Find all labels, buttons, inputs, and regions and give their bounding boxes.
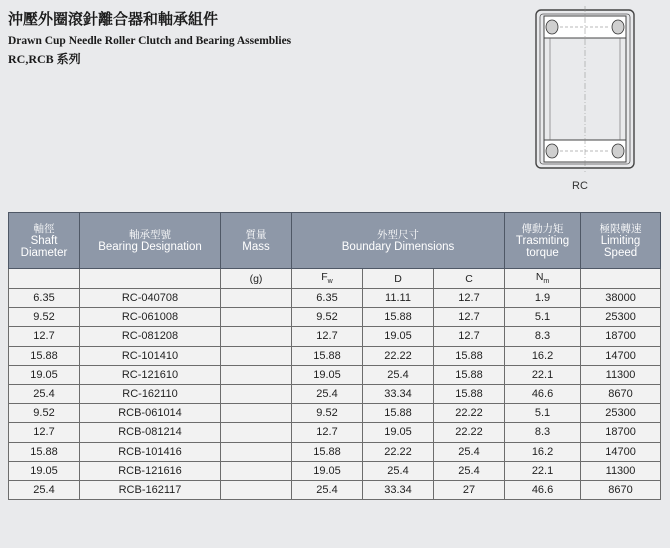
cell-shaft: 9.52 bbox=[9, 308, 80, 327]
cell-torque: 8.3 bbox=[505, 423, 581, 442]
cell-d: 11.11 bbox=[363, 289, 434, 308]
cell-speed: 14700 bbox=[581, 346, 661, 365]
cell-shaft: 15.88 bbox=[9, 346, 80, 365]
cell-d: 33.34 bbox=[363, 480, 434, 499]
cell-speed: 18700 bbox=[581, 327, 661, 346]
cell-fw: 25.4 bbox=[292, 384, 363, 403]
cell-designation: RCB-121616 bbox=[80, 461, 221, 480]
cell-fw: 12.7 bbox=[292, 327, 363, 346]
cell-designation: RC-040708 bbox=[80, 289, 221, 308]
cell-shaft: 19.05 bbox=[9, 365, 80, 384]
cell-d: 25.4 bbox=[363, 461, 434, 480]
header-transmitting-torque: 傳動力矩 Trasmiting torque bbox=[505, 213, 581, 269]
cell-fw: 9.52 bbox=[292, 308, 363, 327]
cell-designation: RC-101410 bbox=[80, 346, 221, 365]
cell-speed: 38000 bbox=[581, 289, 661, 308]
cell-d: 15.88 bbox=[363, 308, 434, 327]
cell-torque: 46.6 bbox=[505, 384, 581, 403]
table-row bbox=[9, 365, 661, 384]
cell-fw: 19.05 bbox=[292, 365, 363, 384]
cell-torque: 8.3 bbox=[505, 327, 581, 346]
table-row bbox=[9, 404, 661, 423]
cell-designation: RC-061008 bbox=[80, 308, 221, 327]
cell-fw: 25.4 bbox=[292, 480, 363, 499]
cell-shaft: 12.7 bbox=[9, 423, 80, 442]
cell-mass bbox=[221, 365, 292, 384]
table-row bbox=[9, 289, 661, 308]
cell-shaft: 12.7 bbox=[9, 327, 80, 346]
cell-d: 22.22 bbox=[363, 346, 434, 365]
cell-d: 15.88 bbox=[363, 404, 434, 423]
table-row bbox=[9, 423, 661, 442]
cell-designation: RC-162110 bbox=[80, 384, 221, 403]
cell-c: 12.7 bbox=[434, 327, 505, 346]
cell-designation: RCB-061014 bbox=[80, 404, 221, 423]
cell-designation: RC-081208 bbox=[80, 327, 221, 346]
cell-c: 22.22 bbox=[434, 404, 505, 423]
cell-c: 25.4 bbox=[434, 461, 505, 480]
header-shaft-diameter: 軸徑 Shaft Diameter bbox=[9, 213, 80, 269]
cell-fw: 6.35 bbox=[292, 289, 363, 308]
unit-mass: (g) bbox=[221, 269, 292, 289]
cell-speed: 25300 bbox=[581, 404, 661, 423]
cell-shaft: 6.35 bbox=[9, 289, 80, 308]
cell-speed: 25300 bbox=[581, 308, 661, 327]
unit-cell-designation bbox=[80, 269, 221, 289]
specification-table bbox=[8, 212, 661, 500]
header-bearing-designation: 軸承型號 Bearing Designation bbox=[80, 213, 221, 269]
cell-speed: 11300 bbox=[581, 365, 661, 384]
cell-speed: 14700 bbox=[581, 442, 661, 461]
cell-fw: 9.52 bbox=[292, 404, 363, 423]
cell-speed: 18700 bbox=[581, 423, 661, 442]
cell-mass bbox=[221, 461, 292, 480]
header-boundary-dimensions: 外型尺寸 Boundary Dimensions bbox=[292, 213, 505, 269]
cell-designation: RC-121610 bbox=[80, 365, 221, 384]
cell-mass bbox=[221, 480, 292, 499]
cell-d: 19.05 bbox=[363, 327, 434, 346]
table-row bbox=[9, 442, 661, 461]
cell-torque: 22.1 bbox=[505, 365, 581, 384]
cell-torque: 22.1 bbox=[505, 461, 581, 480]
cell-torque: 16.2 bbox=[505, 442, 581, 461]
cell-mass bbox=[221, 423, 292, 442]
unit-c: C bbox=[434, 269, 505, 289]
table-row bbox=[9, 346, 661, 365]
units-row bbox=[9, 269, 661, 289]
unit-nm: $N_m$ bbox=[505, 269, 581, 289]
cell-c: 25.4 bbox=[434, 442, 505, 461]
cell-c: 22.22 bbox=[434, 423, 505, 442]
series-label: RC,RCB 系列 bbox=[8, 52, 81, 66]
cell-torque: 5.1 bbox=[505, 404, 581, 423]
header-row bbox=[9, 213, 661, 269]
header-mass: 質量 Mass bbox=[221, 213, 292, 269]
cell-fw: 19.05 bbox=[292, 461, 363, 480]
cell-torque: 5.1 bbox=[505, 308, 581, 327]
cell-fw: 12.7 bbox=[292, 423, 363, 442]
clutch-cross-section-drawing bbox=[530, 4, 640, 174]
table-row bbox=[9, 461, 661, 480]
header-limiting-speed: 極限轉速 Limiting Speed bbox=[581, 213, 661, 269]
cell-c: 12.7 bbox=[434, 308, 505, 327]
unit-d: D bbox=[363, 269, 434, 289]
cell-c: 15.88 bbox=[434, 346, 505, 365]
cell-d: 33.34 bbox=[363, 384, 434, 403]
cell-fw: 15.88 bbox=[292, 442, 363, 461]
cell-c: 15.88 bbox=[434, 384, 505, 403]
cell-speed: 11300 bbox=[581, 461, 661, 480]
cell-d: 19.05 bbox=[363, 423, 434, 442]
cell-torque: 16.2 bbox=[505, 346, 581, 365]
title-chinese: 沖壓外圈滾針離合器和軸承組件 bbox=[8, 10, 219, 28]
title-english: Drawn Cup Needle Roller Clutch and Bearing Assemblies bbox=[8, 35, 292, 47]
unit-cell-speed bbox=[581, 269, 661, 289]
cell-mass bbox=[221, 404, 292, 423]
cell-shaft: 15.88 bbox=[9, 442, 80, 461]
cell-shaft: 9.52 bbox=[9, 404, 80, 423]
cell-c: 27 bbox=[434, 480, 505, 499]
cell-d: 25.4 bbox=[363, 365, 434, 384]
cell-mass bbox=[221, 346, 292, 365]
cell-designation: RCB-162117 bbox=[80, 480, 221, 499]
cell-mass bbox=[221, 289, 292, 308]
cell-c: 15.88 bbox=[434, 365, 505, 384]
cell-mass bbox=[221, 442, 292, 461]
unit-fw: $F_w$ bbox=[292, 269, 363, 289]
table-row bbox=[9, 308, 661, 327]
cell-fw: 15.88 bbox=[292, 346, 363, 365]
cell-designation: RCB-101416 bbox=[80, 442, 221, 461]
cell-speed: 8670 bbox=[581, 480, 661, 499]
cell-designation: RCB-081214 bbox=[80, 423, 221, 442]
cell-d: 22.22 bbox=[363, 442, 434, 461]
cell-c: 12.7 bbox=[434, 289, 505, 308]
table-row bbox=[9, 480, 661, 499]
unit-cell-shaft bbox=[9, 269, 80, 289]
cell-shaft: 25.4 bbox=[9, 384, 80, 403]
cell-shaft: 25.4 bbox=[9, 480, 80, 499]
cell-shaft: 19.05 bbox=[9, 461, 80, 480]
cell-speed: 8670 bbox=[581, 384, 661, 403]
table-row bbox=[9, 384, 661, 403]
cell-mass bbox=[221, 308, 292, 327]
cell-mass bbox=[221, 384, 292, 403]
cell-torque: 46.6 bbox=[505, 480, 581, 499]
table-row bbox=[9, 327, 661, 346]
drawing-label: RC bbox=[572, 180, 588, 192]
cell-torque: 1.9 bbox=[505, 289, 581, 308]
cell-mass bbox=[221, 327, 292, 346]
